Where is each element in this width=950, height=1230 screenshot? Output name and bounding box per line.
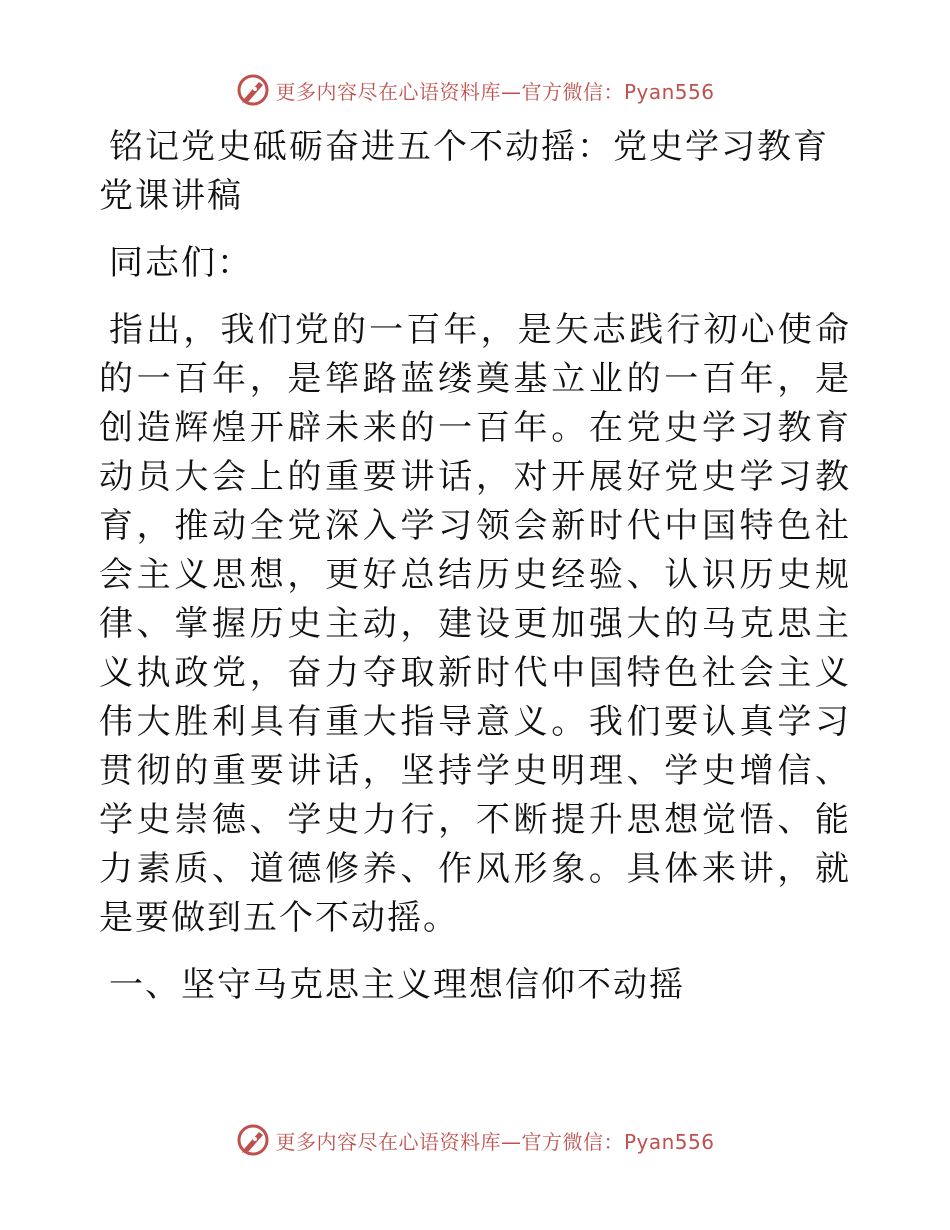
salutation: 同志们： bbox=[109, 243, 253, 283]
document-body bbox=[99, 123, 851, 1010]
document-title: 铭记党史砥砺奋进五个不动摇：党史学习教育党课讲稿 bbox=[99, 127, 829, 216]
body-paragraph: 指出，我们党的一百年，是矢志践行初心使命的一百年，是筚路蓝缕奠基立业的一百年，是创造辉煌开辟未来的一百年。在党史学习教育动员大会上的重要讲话，对开展好党史学习教育，推动全党深入学习领会新时代中国特色社会主义思想，更好总结历史经验、认识历史规律、掌握历史主动，建设更加强大的马克思主义执政党，奋力夺取新时代中国特色社会主义伟大胜利具有重大指导意义。我们要认真学习贯彻的重要讲话，坚持学史明理、学史增信、学史崇德、学史力行，不断提升思想觉悟、能力素质、道德修养、作风形象。具体来讲，就是要做到五个不动摇。 bbox=[99, 310, 851, 938]
footer-banner bbox=[0, 1120, 950, 1160]
pen-logo-icon bbox=[235, 72, 271, 108]
header-banner bbox=[0, 70, 950, 110]
section-heading: 一、坚守马克思主义理想信仰不动摇 bbox=[109, 965, 685, 1005]
footer-banner-text: 更多内容尽在心语资料库—官方微信：Pyan556 bbox=[275, 1129, 715, 1154]
header-banner-text: 更多内容尽在心语资料库—官方微信：Pyan556 bbox=[275, 79, 715, 104]
pen-logo-icon bbox=[235, 1122, 271, 1158]
